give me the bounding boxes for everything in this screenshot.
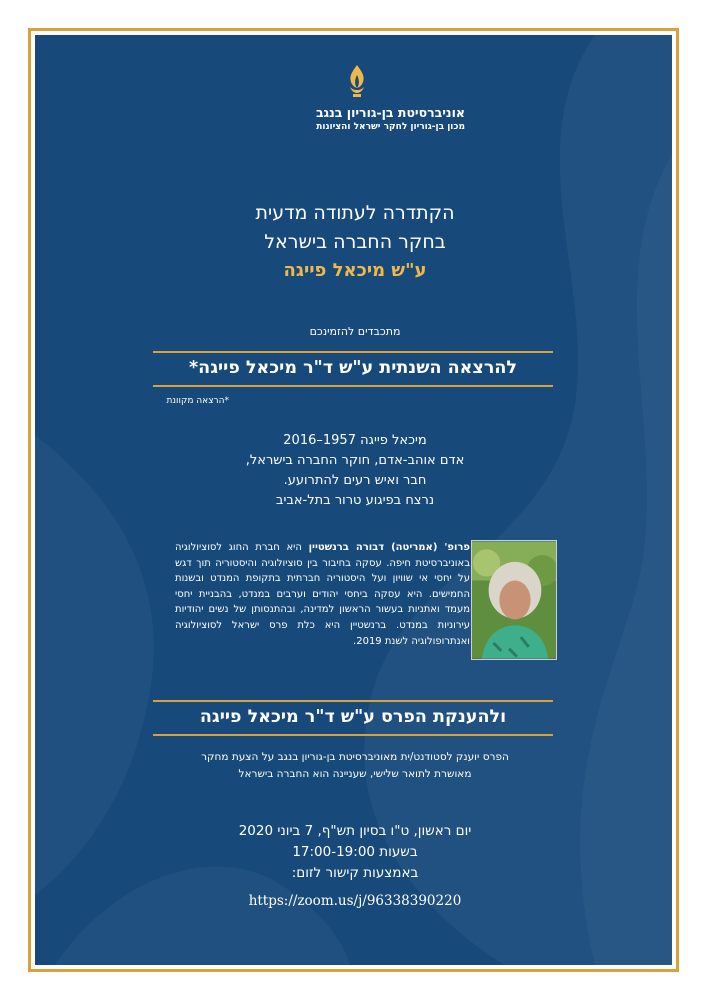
flame-icon [343,63,371,99]
zoom-link[interactable]: https://zoom.us/j/96338390220 [248,893,462,909]
bio-line: נרצח בפיגוע טרור בתל-אביב [275,493,435,508]
event-via: באמצעות קישור לזום: [291,865,419,881]
chair-title-line2: בחקר החברה בישראל [264,231,446,253]
speaker-photo [471,540,557,660]
prize-heading: ולהענקת הפרס ע"ש ד"ר מיכאל פייגה [199,707,507,727]
invitation-text: מתכבדים להזמינכם [309,325,401,338]
event-date: יום ראשון, ט"ו בסיון תש"ף, 7 ביוני 2020 [238,823,472,839]
lecture-heading: להרצאה השנתית ע"ש ד"ר מיכאל פייגה* [189,358,517,378]
chair-title-line1: הקתדרה לעתודה מדעית [255,202,455,224]
bio-line: מיכאל פייגה 1957–2016 [283,433,427,448]
prize-divider-top [153,700,553,702]
chair-title-line3: ע"ש מיכאל פייגה [283,260,427,281]
lecture-footnote: *הרצאה מקוונת [166,396,229,406]
memorial-bio [185,431,525,511]
institute-name: מכון בן-גוריון לחקר ישראל והציונות [316,122,465,132]
prize-description [155,749,555,783]
speaker-description [175,540,470,649]
bio-line: חבר ואיש רעים להתרועע. [283,473,427,488]
speaker-name: פרופ' (אמריטה) דבורה ברנשטיין [308,542,471,553]
divider-top [153,351,553,353]
event-time: בשעות 17:00-19:00 [292,844,418,860]
divider-bottom [153,385,553,387]
prize-desc-line: הפרס יוענק לסטודנט/ית מאוניברסיטת בן-גוריון בנגב על הצעת מחקר [201,751,509,763]
prize-divider-bottom [153,734,553,736]
event-details [165,821,545,884]
prize-desc-line: מאושרת לתואר שלישי, שעניינה הוא החברה בישראל [238,768,472,780]
event-poster [35,35,672,965]
university-name: אוניברסיטת בן-גוריון בנגב [315,105,465,120]
speaker-bio-text: היא חברת החוג לסוציולוגיה באוניברסיטת חיפה. עסקה בחיבור בין סוציולוגיה והיסטוריה תוך דגש על יחסי אי שוויון ועל היסטוריה חברתית בתקופת המנדט ובשנות החמישים. היא עסקה ביחסי יהודים וערבים במנדט, בהבניית יחסי מעמד ואתניות בעשור הראשון למדינה, ובהתנסותן של נשים יהודיות עירוניות במנדט. ברנשטיין היא כלת פרס ישראל לסוציולוגיה ואנתרופולוגיה לשנת 2019. [175,542,470,647]
bio-line: אדם אוהב-אדם, חוקר החברה בישראל, [245,453,465,468]
